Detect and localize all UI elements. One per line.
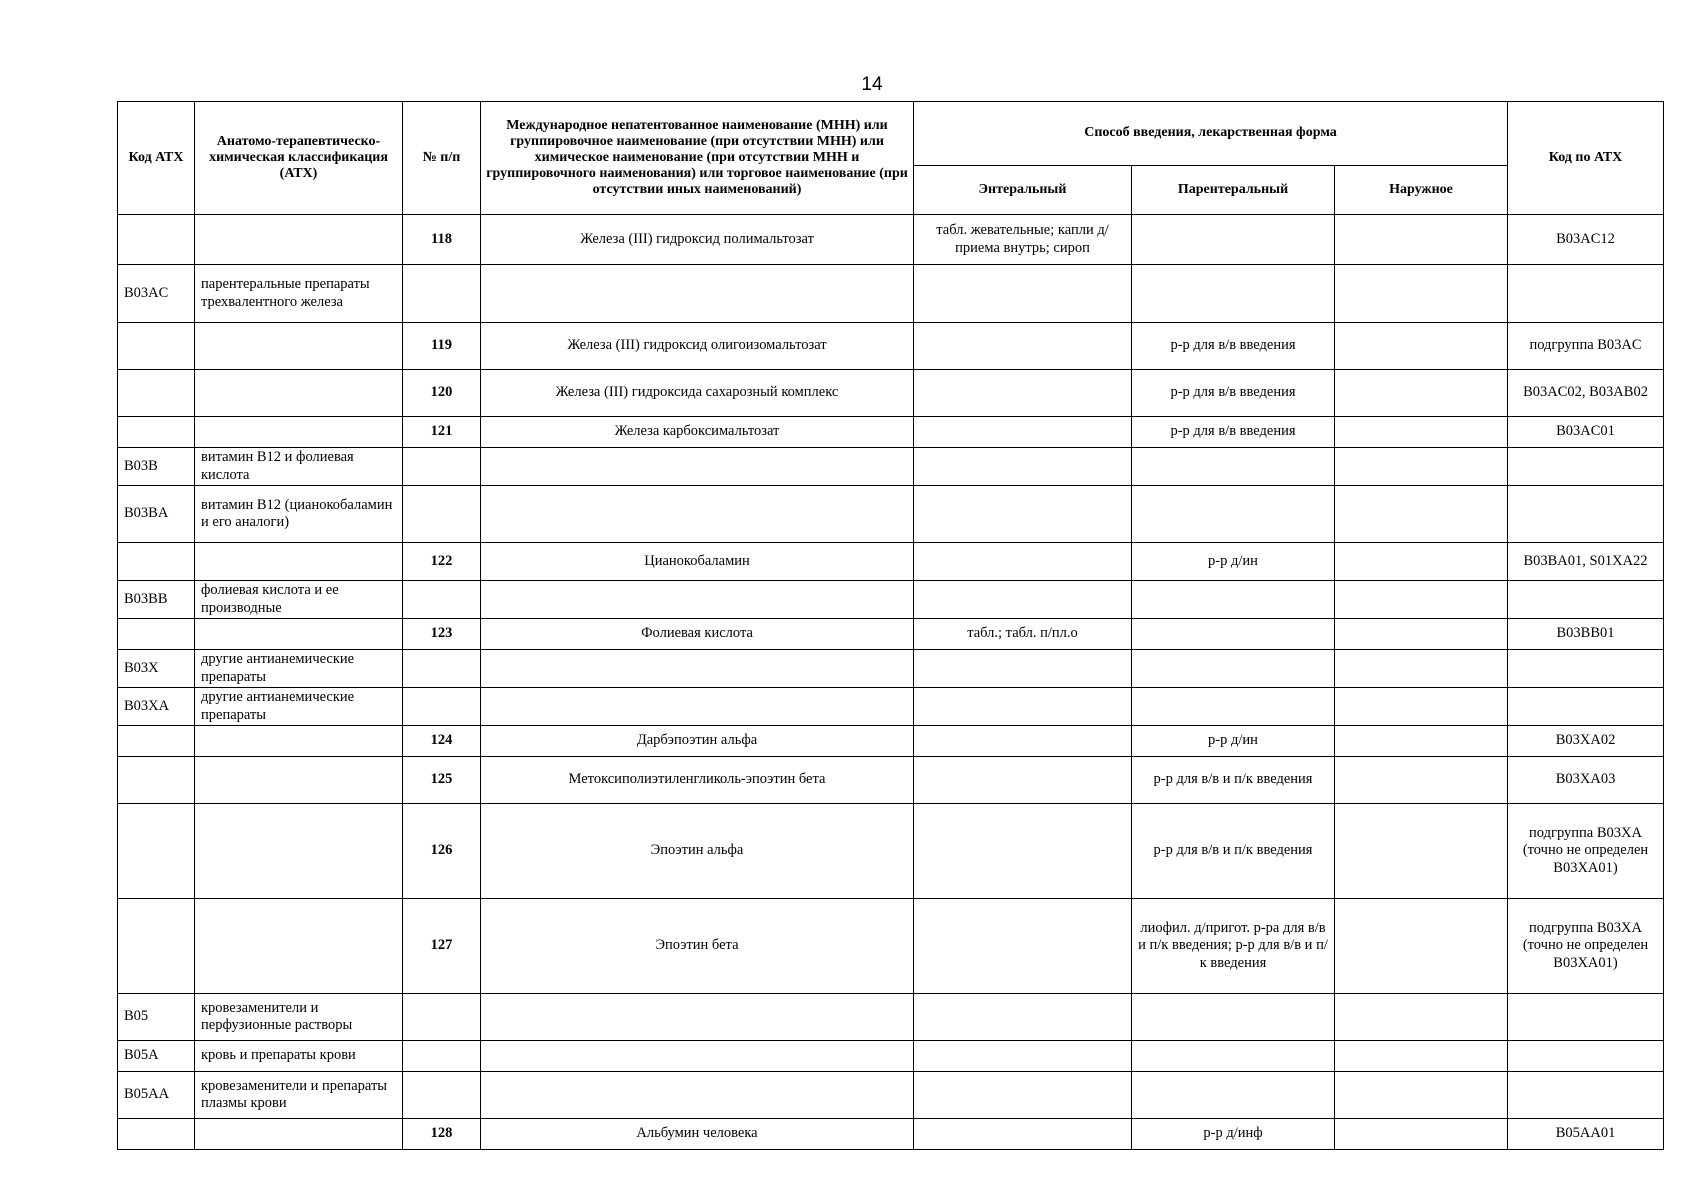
cell-code-atx: B05A	[118, 1041, 195, 1072]
cell-code-atx: B03BB	[118, 581, 195, 619]
cell-classification	[195, 323, 403, 370]
cell-parenteral	[1132, 1072, 1335, 1119]
cell-code-atx	[118, 370, 195, 417]
cell-code-atx	[118, 1119, 195, 1150]
table-row	[118, 1119, 1664, 1150]
table-row	[118, 688, 1664, 726]
cell-parenteral: р-р д/инф	[1132, 1119, 1335, 1150]
cell-parenteral	[1132, 215, 1335, 265]
cell-number: 123	[403, 619, 481, 650]
cell-classification: кровь и препараты крови	[195, 1041, 403, 1072]
cell-atx-code: B03BA01, S01XA22	[1508, 543, 1664, 581]
cell-classification	[195, 619, 403, 650]
cell-atx-code: B03BB01	[1508, 619, 1664, 650]
cell-atx-code	[1508, 448, 1664, 486]
cell-enteral	[914, 581, 1132, 619]
cell-name: Железа (III) гидроксида сахарозный комплекс	[481, 370, 914, 417]
cell-enteral	[914, 650, 1132, 688]
cell-enteral	[914, 994, 1132, 1041]
cell-enteral	[914, 486, 1132, 543]
cell-parenteral	[1132, 265, 1335, 323]
cell-code-atx: B05AA	[118, 1072, 195, 1119]
cell-number: 122	[403, 543, 481, 581]
cell-external	[1335, 1072, 1508, 1119]
cell-classification: витамин B12 и фолиевая кислота	[195, 448, 403, 486]
cell-number: 119	[403, 323, 481, 370]
cell-parenteral	[1132, 619, 1335, 650]
cell-enteral	[914, 899, 1132, 994]
cell-classification: другие антианемические препараты	[195, 688, 403, 726]
cell-atx-code: подгруппа B03XA (точно не определен B03XA01)	[1508, 804, 1664, 899]
cell-parenteral	[1132, 1041, 1335, 1072]
cell-atx-code: подгруппа B03AC	[1508, 323, 1664, 370]
cell-parenteral: р-р д/ин	[1132, 726, 1335, 757]
cell-atx-code	[1508, 581, 1664, 619]
cell-external	[1335, 994, 1508, 1041]
header-atx-code: Код по АТХ	[1508, 102, 1664, 215]
cell-number: 118	[403, 215, 481, 265]
table-row	[118, 1072, 1664, 1119]
table-row	[118, 448, 1664, 486]
cell-atx-code: B05AA01	[1508, 1119, 1664, 1150]
cell-code-atx	[118, 757, 195, 804]
cell-enteral	[914, 804, 1132, 899]
cell-external	[1335, 688, 1508, 726]
cell-atx-code: B03AC02, B03AB02	[1508, 370, 1664, 417]
cell-name: Метоксиполиэтиленгликоль-эпоэтин бета	[481, 757, 914, 804]
cell-name: Железа карбоксимальтозат	[481, 417, 914, 448]
cell-name: Эпоэтин бета	[481, 899, 914, 994]
cell-parenteral: лиофил. д/пригот. р-ра для в/в и п/к введения; р-р для в/в и п/к введения	[1132, 899, 1335, 994]
header-classification: Анатомо-терапевтическо-химическая классификация (АТХ)	[195, 102, 403, 215]
cell-number: 128	[403, 1119, 481, 1150]
cell-classification	[195, 417, 403, 448]
cell-name	[481, 265, 914, 323]
table-row	[118, 486, 1664, 543]
cell-classification: фолиевая кислота и ее производные	[195, 581, 403, 619]
cell-enteral	[914, 370, 1132, 417]
cell-enteral	[914, 688, 1132, 726]
header-code-atx: Код АТХ	[118, 102, 195, 215]
table-row	[118, 323, 1664, 370]
page-number: 14	[861, 74, 883, 95]
cell-atx-code	[1508, 265, 1664, 323]
table-row	[118, 215, 1664, 265]
cell-name: Железа (III) гидроксид олигоизомальтозат	[481, 323, 914, 370]
cell-name: Эпоэтин альфа	[481, 804, 914, 899]
table-row	[118, 899, 1664, 994]
header-name: Международное непатентованное наименование (МНН) или группировочное наименование (при отсутствии МНН) или химическое наименование (при отсутствии МНН и группировочного наименования) или торговое наименование (при отсутствии иных наименований)	[481, 102, 914, 215]
cell-code-atx	[118, 543, 195, 581]
cell-number: 121	[403, 417, 481, 448]
cell-code-atx: B03X	[118, 650, 195, 688]
cell-name: Фолиевая кислота	[481, 619, 914, 650]
cell-external	[1335, 370, 1508, 417]
table-row	[118, 265, 1664, 323]
cell-code-atx	[118, 726, 195, 757]
cell-external	[1335, 804, 1508, 899]
cell-name: Дарбэпоэтин альфа	[481, 726, 914, 757]
cell-parenteral	[1132, 486, 1335, 543]
cell-name	[481, 994, 914, 1041]
table-row	[118, 619, 1664, 650]
cell-parenteral	[1132, 581, 1335, 619]
cell-classification: кровезаменители и препараты плазмы крови	[195, 1072, 403, 1119]
cell-parenteral	[1132, 448, 1335, 486]
cell-name: Цианокобаламин	[481, 543, 914, 581]
cell-code-atx: B03AC	[118, 265, 195, 323]
table-row	[118, 581, 1664, 619]
table-row	[118, 650, 1664, 688]
cell-parenteral: р-р д/ин	[1132, 543, 1335, 581]
cell-external	[1335, 215, 1508, 265]
cell-classification: другие антианемические препараты	[195, 650, 403, 688]
cell-code-atx	[118, 619, 195, 650]
cell-classification: кровезаменители и перфузионные растворы	[195, 994, 403, 1041]
cell-number	[403, 1041, 481, 1072]
cell-classification	[195, 543, 403, 581]
cell-name	[481, 1041, 914, 1072]
cell-external	[1335, 726, 1508, 757]
cell-name	[481, 581, 914, 619]
cell-parenteral	[1132, 688, 1335, 726]
table-body	[118, 215, 1664, 1150]
cell-code-atx	[118, 417, 195, 448]
cell-code-atx: B05	[118, 994, 195, 1041]
cell-atx-code	[1508, 994, 1664, 1041]
cell-code-atx	[118, 323, 195, 370]
cell-number: 124	[403, 726, 481, 757]
cell-name	[481, 688, 914, 726]
cell-code-atx	[118, 899, 195, 994]
cell-atx-code	[1508, 1072, 1664, 1119]
table-row	[118, 757, 1664, 804]
cell-external	[1335, 486, 1508, 543]
cell-name	[481, 486, 914, 543]
cell-code-atx: B03B	[118, 448, 195, 486]
cell-external	[1335, 650, 1508, 688]
cell-external	[1335, 1119, 1508, 1150]
cell-external	[1335, 757, 1508, 804]
table-row	[118, 543, 1664, 581]
cell-classification	[195, 215, 403, 265]
cell-classification	[195, 899, 403, 994]
cell-classification	[195, 757, 403, 804]
cell-enteral: табл. жевательные; капли д/приема внутрь; сироп	[914, 215, 1132, 265]
table-row	[118, 417, 1664, 448]
cell-classification	[195, 1119, 403, 1150]
cell-enteral	[914, 757, 1132, 804]
cell-external	[1335, 448, 1508, 486]
cell-external	[1335, 417, 1508, 448]
cell-number	[403, 265, 481, 323]
cell-number	[403, 448, 481, 486]
cell-enteral	[914, 417, 1132, 448]
cell-number	[403, 581, 481, 619]
cell-external	[1335, 899, 1508, 994]
cell-name	[481, 1072, 914, 1119]
cell-enteral: табл.; табл. п/пл.о	[914, 619, 1132, 650]
cell-enteral	[914, 448, 1132, 486]
cell-atx-code	[1508, 1041, 1664, 1072]
cell-parenteral: р-р для в/в введения	[1132, 417, 1335, 448]
cell-code-atx: B03BA	[118, 486, 195, 543]
cell-enteral	[914, 726, 1132, 757]
cell-name	[481, 448, 914, 486]
header-route-group: Способ введения, лекарственная форма	[914, 102, 1508, 166]
drug-table	[117, 101, 1664, 1150]
cell-external	[1335, 619, 1508, 650]
cell-parenteral	[1132, 650, 1335, 688]
cell-number	[403, 486, 481, 543]
cell-parenteral	[1132, 994, 1335, 1041]
cell-enteral	[914, 1119, 1132, 1150]
cell-external	[1335, 543, 1508, 581]
table-row	[118, 804, 1664, 899]
cell-number: 127	[403, 899, 481, 994]
table-row	[118, 370, 1664, 417]
cell-classification	[195, 370, 403, 417]
cell-code-atx: B03XA	[118, 688, 195, 726]
cell-atx-code	[1508, 486, 1664, 543]
cell-number	[403, 650, 481, 688]
header-enteral: Энтеральный	[914, 166, 1132, 215]
table-row	[118, 994, 1664, 1041]
cell-number: 120	[403, 370, 481, 417]
cell-atx-code: B03AC12	[1508, 215, 1664, 265]
cell-parenteral: р-р для в/в введения	[1132, 370, 1335, 417]
cell-classification	[195, 804, 403, 899]
cell-atx-code: B03XA03	[1508, 757, 1664, 804]
cell-number	[403, 1072, 481, 1119]
header-parenteral: Парентеральный	[1132, 166, 1335, 215]
cell-classification	[195, 726, 403, 757]
cell-parenteral: р-р для в/в введения	[1132, 323, 1335, 370]
cell-number: 125	[403, 757, 481, 804]
cell-number	[403, 688, 481, 726]
cell-number: 126	[403, 804, 481, 899]
cell-enteral	[914, 323, 1132, 370]
cell-parenteral: р-р для в/в и п/к введения	[1132, 757, 1335, 804]
cell-atx-code: подгруппа B03XA (точно не определен B03XA01)	[1508, 899, 1664, 994]
header-number: № п/п	[403, 102, 481, 215]
cell-atx-code: B03AC01	[1508, 417, 1664, 448]
cell-atx-code: B03XA02	[1508, 726, 1664, 757]
cell-name: Альбумин человека	[481, 1119, 914, 1150]
table-row	[118, 726, 1664, 757]
cell-external	[1335, 581, 1508, 619]
cell-parenteral: р-р для в/в и п/к введения	[1132, 804, 1335, 899]
cell-name: Железа (III) гидроксид полимальтозат	[481, 215, 914, 265]
cell-classification: парентеральные препараты трехвалентного железа	[195, 265, 403, 323]
cell-enteral	[914, 1072, 1132, 1119]
cell-number	[403, 994, 481, 1041]
header-external: Наружное	[1335, 166, 1508, 215]
cell-enteral	[914, 543, 1132, 581]
cell-classification: витамин B12 (цианокобаламин и его аналоги)	[195, 486, 403, 543]
cell-external	[1335, 265, 1508, 323]
cell-atx-code	[1508, 650, 1664, 688]
table-row	[118, 1041, 1664, 1072]
cell-enteral	[914, 1041, 1132, 1072]
cell-external	[1335, 1041, 1508, 1072]
cell-code-atx	[118, 804, 195, 899]
cell-external	[1335, 323, 1508, 370]
cell-atx-code	[1508, 688, 1664, 726]
cell-enteral	[914, 265, 1132, 323]
cell-name	[481, 650, 914, 688]
cell-code-atx	[118, 215, 195, 265]
